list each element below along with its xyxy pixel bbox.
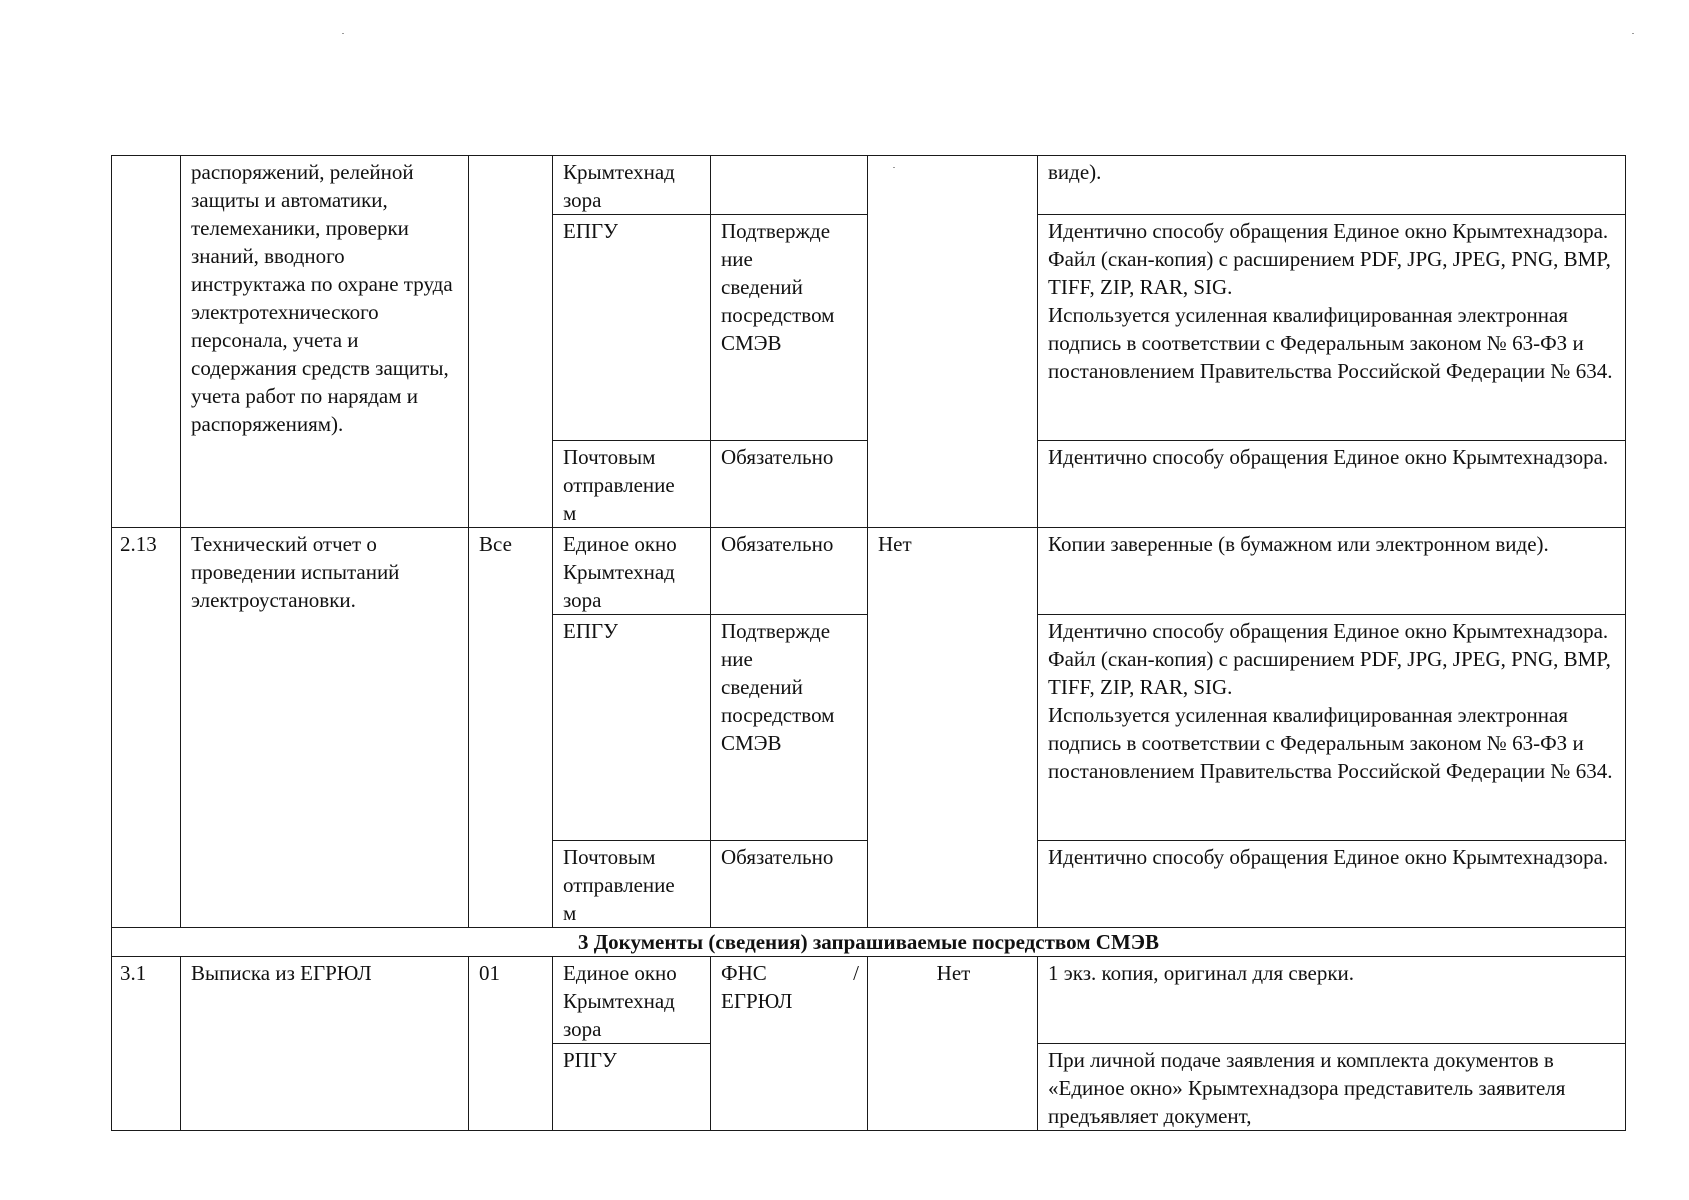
- note-cell: Идентично способу обращения Единое окно Крымтехнадзора.: [1038, 441, 1626, 528]
- requirement-cell: Обязательно: [711, 841, 868, 928]
- row-number-cell: 2.13: [112, 528, 181, 928]
- submission-method-cell: ЕПГУ: [553, 615, 711, 841]
- note-cell: виде).: [1038, 156, 1626, 215]
- document-name-cell: распоряжений, релейной защиты и автоматики, телемеханики, проверки знаний, вводного инструктажа по охране труда электротехнического персонала, учета и содержания средств защиты, учета работ по нарядам и распоряжениям).: [181, 156, 469, 528]
- submission-method-cell: Почтовым отправление м: [553, 441, 711, 528]
- original-required-cell: Нет: [868, 528, 1038, 928]
- scan-speck: [1632, 33, 1634, 34]
- applicant-category-cell: [469, 156, 553, 528]
- requirement-registry: ЕГРЮЛ: [721, 989, 793, 1013]
- scan-speck: [342, 33, 344, 34]
- table-row: [112, 928, 1626, 957]
- original-required-cell: [868, 156, 1038, 528]
- table-row: [112, 156, 1626, 215]
- note-cell: Идентично способу обращения Единое окно Крымтехнадзора. Файл (скан-копия) с расширением PDF, JPG, JPEG, PNG, BMP, TIFF, ZIP, RAR, SIG. Используется усиленная квалифицированная электронная подпись в соответствии с Федеральным законом № 63-ФЗ и постановлением Правительства Российской Федерации № 634.: [1038, 215, 1626, 441]
- table-row: [112, 528, 1626, 615]
- original-required-cell: Нет: [868, 957, 1038, 1131]
- requirement-cell: [711, 957, 868, 1131]
- submission-method-cell: Почтовым отправление м: [553, 841, 711, 928]
- submission-method-cell: Единое окно Крымтехнад зора: [553, 528, 711, 615]
- submission-method-cell: Крымтехнад зора: [553, 156, 711, 215]
- requirement-cell: [711, 156, 868, 215]
- documents-table: [111, 155, 1626, 1131]
- requirement-cell: Подтвержде ние сведений посредством СМЭВ: [711, 615, 868, 841]
- applicant-category-cell: 01: [469, 957, 553, 1131]
- document-name-cell: Технический отчет о проведении испытаний электроустановки.: [181, 528, 469, 928]
- row-number-cell: [112, 156, 181, 528]
- note-cell: Идентично способу обращения Единое окно Крымтехнадзора.: [1038, 841, 1626, 928]
- note-cell: 1 экз. копия, оригинал для сверки.: [1038, 957, 1626, 1044]
- section-heading: 3 Документы (сведения) запрашиваемые посредством СМЭВ: [112, 928, 1626, 957]
- requirement-cell: Подтвержде ние сведений посредством СМЭВ: [711, 215, 868, 441]
- requirement-source: ФНС: [721, 961, 767, 985]
- submission-method-cell: Единое окно Крымтехнад зора: [553, 957, 711, 1044]
- requirement-cell: Обязательно: [711, 441, 868, 528]
- submission-method-cell: РПГУ: [553, 1044, 711, 1131]
- table-row: [112, 957, 1626, 1044]
- note-cell: При личной подаче заявления и комплекта документов в «Единое окно» Крымтехнадзора представитель заявителя предъявляет документ,: [1038, 1044, 1626, 1131]
- requirement-separator: /: [853, 961, 859, 985]
- submission-method-cell: ЕПГУ: [553, 215, 711, 441]
- applicant-category-cell: Все: [469, 528, 553, 928]
- note-cell: Идентично способу обращения Единое окно Крымтехнадзора. Файл (скан-копия) с расширением PDF, JPG, JPEG, PNG, BMP, TIFF, ZIP, RAR, SIG. Используется усиленная квалифицированная электронная подпись в соответствии с Федеральным законом № 63-ФЗ и постановлением Правительства Российской Федерации № 634.: [1038, 615, 1626, 841]
- requirement-cell: Обязательно: [711, 528, 868, 615]
- note-cell: Копии заверенные (в бумажном или электронном виде).: [1038, 528, 1626, 615]
- document-name-cell: Выписка из ЕГРЮЛ: [181, 957, 469, 1131]
- row-number-cell: 3.1: [112, 957, 181, 1131]
